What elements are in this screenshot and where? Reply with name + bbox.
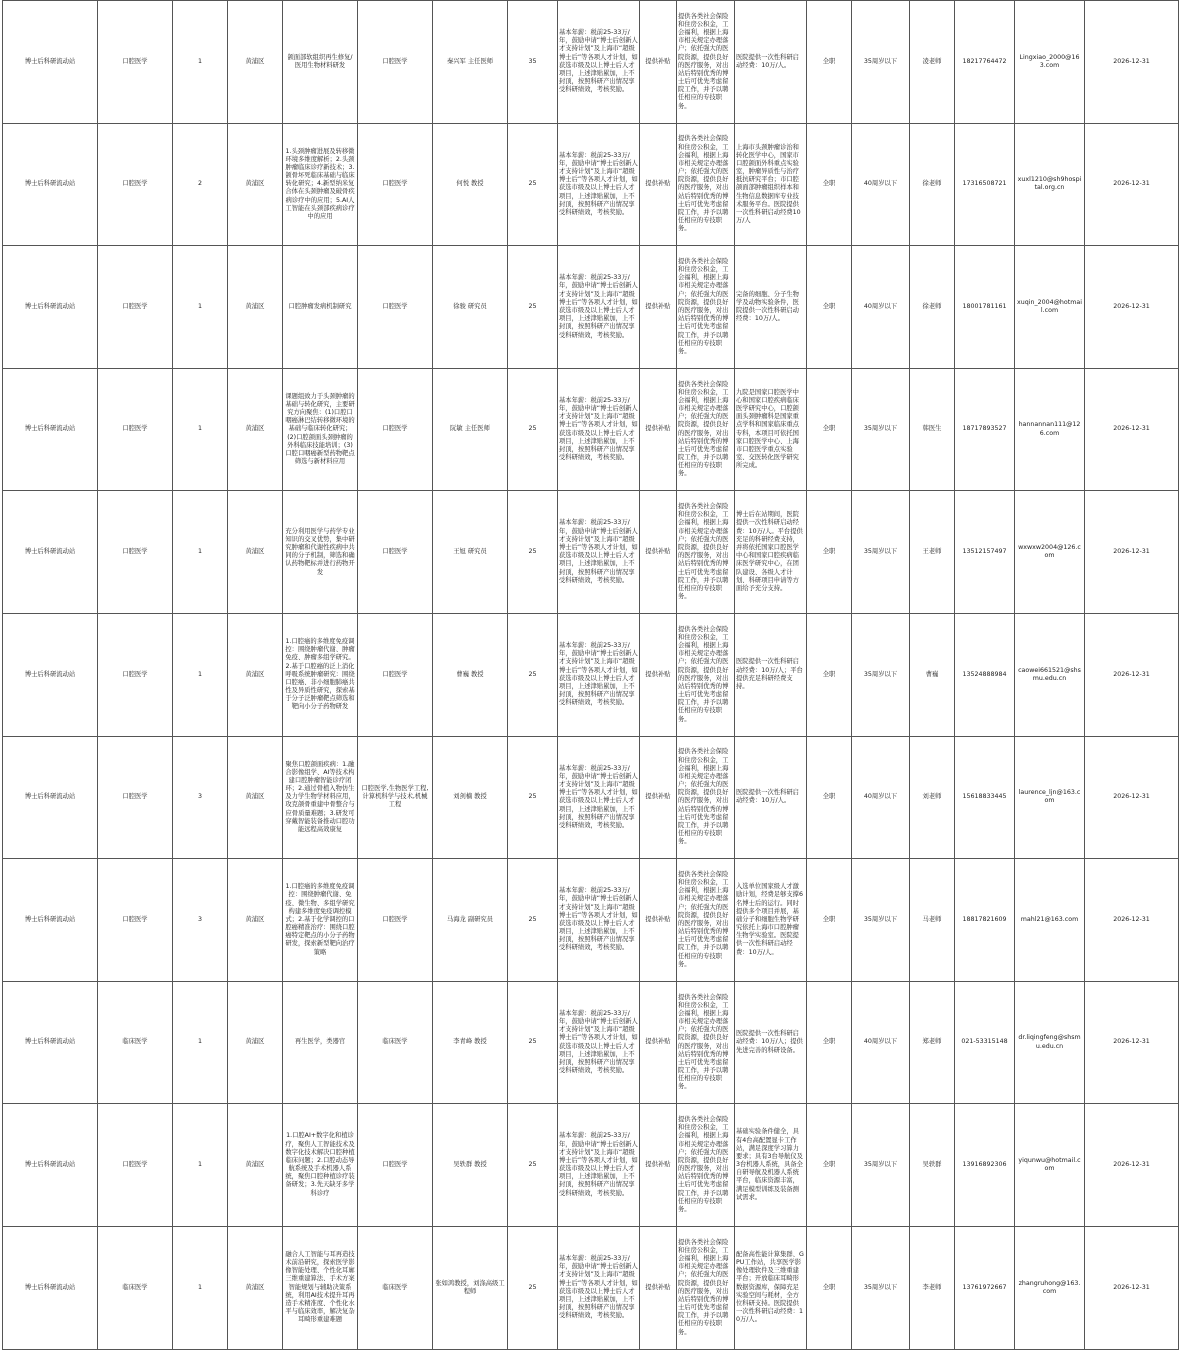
contact-person-cell: 徐老师 xyxy=(910,246,955,369)
count-cell: 1 xyxy=(173,1104,228,1227)
benefits-cell: 提供各类社会保险和住房公积金，工会福利，根据上海市相关规定办理落户；依托强大的医院资源，提供良好的医疗服务，对出站后特别优秀的博士后可优先考虑留院工作，并予以聘任相应的专技职务。 xyxy=(677,368,735,491)
supervisor-cell: 秦兴军 主任医师 xyxy=(433,1,508,124)
salary-cell: 基本年薪：税前25-33万/年，鼓励申请“博士后创新人才支持计划”及上海市“超级博士后”等各项人才计划，如获选市级及以上博士后人才项目，上述津贴累加，上不封顶，按照科研产出情况享受科研绩效，考核奖励。 xyxy=(558,613,640,736)
contact-person-cell: 曹巍 xyxy=(910,613,955,736)
employment-type-cell: 全职 xyxy=(807,981,852,1104)
subsidy-cell: 提供补贴 xyxy=(640,123,677,246)
district-cell: 黄浦区 xyxy=(228,1104,283,1227)
station-cell: 博士后科研流动站 xyxy=(3,1104,98,1227)
count-cell: 1 xyxy=(173,1,228,124)
age-number-cell: 35 xyxy=(508,1,558,124)
contact-person-cell: 王老师 xyxy=(910,491,955,614)
salary-cell: 基本年薪：税前25-33万/年，鼓励申请“博士后创新人才支持计划”及上海市“超级博士后”等各项人才计划，如获选市级及以上博士后人才项目，上述津贴累加，上不封顶，按照科研产出情况享受科研绩效，考核奖励。 xyxy=(558,1,640,124)
phone-cell: 17316508721 xyxy=(955,123,1015,246)
age-number-cell: 25 xyxy=(508,246,558,369)
phone-cell: 18717893527 xyxy=(955,368,1015,491)
direction-cell: 口腔肿瘤发病机制研究 xyxy=(283,246,358,369)
count-cell: 3 xyxy=(173,859,228,982)
benefits-cell: 提供各类社会保险和住房公积金，工会福利，根据上海市相关规定办理落户；依托强大的医院资源，提供良好的医疗服务，对出站后特别优秀的博士后可优先考虑留院工作，并予以聘任相应的专技职务。 xyxy=(677,981,735,1104)
contact-person-cell: 凌老师 xyxy=(910,1,955,124)
research-support-cell: 医院提供一次性科研启动经费：10万/人。 xyxy=(735,736,807,859)
table-row xyxy=(3,123,1179,246)
email-cell[interactable]: zhangruhong@163.com xyxy=(1015,1226,1085,1349)
direction-cell: 1.口腔AI+数字化和植诊疗，聚焦人工智能技术及数字化技术解决口腔种植临床问题；2.口腔动态导航系统及手术机器人系统，聚焦口腔种植诊疗装备研发；3.先天缺牙多学科诊疗 xyxy=(283,1104,358,1227)
postdoc-position-table xyxy=(2,0,1179,1350)
discipline-cell: 口腔医学 xyxy=(98,368,173,491)
employment-type-cell: 全职 xyxy=(807,246,852,369)
table-row xyxy=(3,736,1179,859)
major-cell: 口腔医学 xyxy=(358,491,433,614)
discipline-cell: 口腔医学 xyxy=(98,1104,173,1227)
subsidy-cell: 提供补贴 xyxy=(640,981,677,1104)
age-number-cell: 25 xyxy=(508,736,558,859)
direction-cell: 再生医学，类器官 xyxy=(283,981,358,1104)
employment-type-cell: 全职 xyxy=(807,736,852,859)
salary-cell: 基本年薪：税前25-33万/年，鼓励申请“博士后创新人才支持计划”及上海市“超级博士后”等各项人才计划，如获选市级及以上博士后人才项目，上述津贴累加，上不封顶，按照科研产出情况享受科研绩效，考核奖励。 xyxy=(558,1226,640,1349)
deadline-cell: 2026-12-31 xyxy=(1085,981,1179,1104)
deadline-cell: 2026-12-31 xyxy=(1085,246,1179,369)
phone-cell: 18217764472 xyxy=(955,1,1015,124)
table-row xyxy=(3,613,1179,736)
major-cell: 口腔医学 xyxy=(358,1104,433,1227)
table-row xyxy=(3,1,1179,124)
research-support-cell: 医院提供一次性科研启动经费：10万/人；提供先进完善的科研设备。 xyxy=(735,981,807,1104)
deadline-cell: 2026-12-31 xyxy=(1085,1104,1179,1227)
supervisor-cell: 何悦 教授 xyxy=(433,123,508,246)
discipline-cell: 临床医学 xyxy=(98,981,173,1104)
major-cell: 口腔医学 xyxy=(358,368,433,491)
benefits-cell: 提供各类社会保险和住房公积金，工会福利，根据上海市相关规定办理落户；依托强大的医院资源，提供良好的医疗服务，对出站后特别优秀的博士后可优先考虑留院工作，并予以聘任相应的专技职务。 xyxy=(677,1226,735,1349)
age-limit-cell: 40周岁以下 xyxy=(852,981,910,1104)
discipline-cell: 口腔医学 xyxy=(98,613,173,736)
major-cell: 口腔医学,生物医学工程,计算机科学与技术,机械工程 xyxy=(358,736,433,859)
employment-type-cell: 全职 xyxy=(807,613,852,736)
salary-cell: 基本年薪：税前25-33万/年，鼓励申请“博士后创新人才支持计划”及上海市“超级博士后”等各项人才计划，如获选市级及以上博士后人才项目，上述津贴累加，上不封顶，按照科研产出情况享受科研绩效，考核奖励。 xyxy=(558,491,640,614)
district-cell: 黄浦区 xyxy=(228,1226,283,1349)
count-cell: 1 xyxy=(173,491,228,614)
subsidy-cell: 提供补贴 xyxy=(640,491,677,614)
contact-person-cell: 刘老师 xyxy=(910,736,955,859)
supervisor-cell: 徐骏 研究员 xyxy=(433,246,508,369)
employment-type-cell: 全职 xyxy=(807,859,852,982)
employment-type-cell: 全职 xyxy=(807,368,852,491)
district-cell: 黄浦区 xyxy=(228,613,283,736)
research-support-cell: 博士后在站期间，医院提供一次性科研启动经费：10万/人。平台提供充足的科研经费支持，并将依托国家口腔医学中心和国家口腔疾病临床医学研究中心，在团队建设、各级人才计划、科研项目申请等方面给予充分支持。 xyxy=(735,491,807,614)
major-cell: 口腔医学 xyxy=(358,1,433,124)
age-number-cell: 25 xyxy=(508,1104,558,1227)
phone-cell: 021-53315148 xyxy=(955,981,1015,1104)
table-row xyxy=(3,981,1179,1104)
direction-cell: 1.口腔癌的多维度免疫调控：围绕肿瘤代谢、免疫、微生物、多组学研究构建多维度免疫调控模式；2.基于化学调控的口腔癌精准治疗：围绕口腔癌特定靶点的小分子药物研发，探索新型靶向治疗策略 xyxy=(283,859,358,982)
table-row xyxy=(3,859,1179,982)
direction-cell: 聚焦口腔颌面疾病：1.融合影像组学、AI等技术构建口腔肿瘤智能诊疗闭环；2.通过骨植入物仿生及力学生物学材料应用，攻克颌骨重建中骨整合与应骨质量难题；3.研发可穿戴智能装备推动口腔功能远程高效康复 xyxy=(283,736,358,859)
benefits-cell: 提供各类社会保险和住房公积金，工会福利，根据上海市相关规定办理落户；依托强大的医院资源，提供良好的医疗服务，对出站后特别优秀的博士后可优先考虑留院工作，并予以聘任相应的专技职务。 xyxy=(677,859,735,982)
age-number-cell: 25 xyxy=(508,368,558,491)
research-support-cell: 配备高性能计算集群、GPU工作站，共享医学影像处理软件及三维重建平台；开放临床耳畸形数据资源库，保障充足实验空间与耗材，全方位科研支持。医院提供一次性科研启动经费：10万/人。 xyxy=(735,1226,807,1349)
contact-person-cell: 郑老师 xyxy=(910,981,955,1104)
deadline-cell: 2026-12-31 xyxy=(1085,123,1179,246)
count-cell: 3 xyxy=(173,736,228,859)
phone-cell: 13916892306 xyxy=(955,1104,1015,1227)
district-cell: 黄浦区 xyxy=(228,246,283,369)
major-cell: 口腔医学 xyxy=(358,859,433,982)
deadline-cell: 2026-12-31 xyxy=(1085,1226,1179,1349)
contact-person-cell: 吴轶群 xyxy=(910,1104,955,1227)
email-cell[interactable]: xuxl1210@sh9hospital.org.cn xyxy=(1015,123,1085,246)
contact-person-cell: 韩医生 xyxy=(910,368,955,491)
age-limit-cell: 35周岁以下 xyxy=(852,613,910,736)
station-cell: 博士后科研流动站 xyxy=(3,123,98,246)
age-limit-cell: 35周岁以下 xyxy=(852,491,910,614)
district-cell: 黄浦区 xyxy=(228,736,283,859)
major-cell: 口腔医学 xyxy=(358,613,433,736)
research-support-cell: 入选单位国家级人才激励计划，经费足够支撑6名博士后的运行。同时提供多个项目并展，基础分子和细胞生物学研究依托上海市口腔肿瘤生物学实验室。医院提供一次性科研启动经费：10万/人。 xyxy=(735,859,807,982)
supervisor-cell: 李青峰 教授 xyxy=(433,981,508,1104)
salary-cell: 基本年薪：税前25-33万/年，鼓励申请“博士后创新人才支持计划”及上海市“超级博士后”等各项人才计划，如获选市级及以上博士后人才项目，上述津贴累加，上不封顶，按照科研产出情况享受科研绩效，考核奖励。 xyxy=(558,123,640,246)
age-limit-cell: 35周岁以下 xyxy=(852,368,910,491)
deadline-cell: 2026-12-31 xyxy=(1085,859,1179,982)
major-cell: 口腔医学 xyxy=(358,246,433,369)
supervisor-cell: 吴轶群 教授 xyxy=(433,1104,508,1227)
subsidy-cell: 提供补贴 xyxy=(640,1104,677,1227)
district-cell: 黄浦区 xyxy=(228,1,283,124)
deadline-cell: 2026-12-31 xyxy=(1085,491,1179,614)
phone-cell: 15618833445 xyxy=(955,736,1015,859)
employment-type-cell: 全职 xyxy=(807,1,852,124)
research-support-cell: 医院提供一次性科研启动经费：10万/人；平台提供充足科研经费支持。 xyxy=(735,613,807,736)
count-cell: 1 xyxy=(173,981,228,1104)
benefits-cell: 提供各类社会保险和住房公积金，工会福利，根据上海市相关规定办理落户；依托强大的医院资源，提供良好的医疗服务，对出站后特别优秀的博士后可优先考虑留院工作，并予以聘任相应的专技职务。 xyxy=(677,736,735,859)
supervisor-cell: 曹巍 教授 xyxy=(433,613,508,736)
contact-person-cell: 李老师 xyxy=(910,1226,955,1349)
contact-person-cell: 徐老师 xyxy=(910,123,955,246)
direction-cell: 颌面部软组织再生修复/医用生物材料研发 xyxy=(283,1,358,124)
table-row xyxy=(3,491,1179,614)
email-cell[interactable]: laurence_ljn@163.com xyxy=(1015,736,1085,859)
salary-cell: 基本年薪：税前25-33万/年，鼓励申请“博士后创新人才支持计划”及上海市“超级博士后”等各项人才计划，如获选市级及以上博士后人才项目，上述津贴累加，上不封顶，按照科研产出情况享受科研绩效，考核奖励。 xyxy=(558,859,640,982)
phone-cell: 18001781161 xyxy=(955,246,1015,369)
age-number-cell: 25 xyxy=(508,491,558,614)
age-limit-cell: 35周岁以下 xyxy=(852,1226,910,1349)
research-support-cell: 完备的细胞、分子生物学及动物实验条件，医院提供一次性科研启动经费：10万/人。 xyxy=(735,246,807,369)
district-cell: 黄浦区 xyxy=(228,491,283,614)
deadline-cell: 2026-12-31 xyxy=(1085,613,1179,736)
phone-cell: 13761972667 xyxy=(955,1226,1015,1349)
count-cell: 1 xyxy=(173,1226,228,1349)
supervisor-cell: 王旭 研究员 xyxy=(433,491,508,614)
subsidy-cell: 提供补贴 xyxy=(640,368,677,491)
discipline-cell: 口腔医学 xyxy=(98,246,173,369)
employment-type-cell: 全职 xyxy=(807,123,852,246)
research-support-cell: 九院是国家口腔医学中心和国家口腔疾病临床医学研究中心，口腔颌面头颈肿瘤科是国家重点学科和国家临床重点专科，本项目可依托国家口腔医学中心、上海市口腔医学重点实验室、交医转化医学研究所完成。 xyxy=(735,368,807,491)
email-cell[interactable]: Lingxiao_2000@163.com xyxy=(1015,1,1085,124)
email-cell[interactable]: wxwxw2004@126.com xyxy=(1015,491,1085,614)
station-cell: 博士后科研流动站 xyxy=(3,368,98,491)
age-number-cell: 25 xyxy=(508,1226,558,1349)
deadline-cell: 2026-12-31 xyxy=(1085,368,1179,491)
benefits-cell: 提供各类社会保险和住房公积金，工会福利，根据上海市相关规定办理落户；依托强大的医院资源，提供良好的医疗服务，对出站后特别优秀的博士后可优先考虑留院工作，并予以聘任相应的专技职务。 xyxy=(677,123,735,246)
salary-cell: 基本年薪：税前25-33万/年，鼓励申请“博士后创新人才支持计划”及上海市“超级博士后”等各项人才计划，如获选市级及以上博士后人才项目，上述津贴累加，上不封顶，按照科研产出情况享受科研绩效，考核奖励。 xyxy=(558,1104,640,1227)
table-body xyxy=(3,1,1179,1350)
deadline-cell: 2026-12-31 xyxy=(1085,736,1179,859)
age-number-cell: 25 xyxy=(508,613,558,736)
table-row xyxy=(3,1104,1179,1227)
age-limit-cell: 40周岁以下 xyxy=(852,123,910,246)
count-cell: 1 xyxy=(173,368,228,491)
supervisor-cell: 张如鸿教授，刘涤高级工程师 xyxy=(433,1226,508,1349)
benefits-cell: 提供各类社会保险和住房公积金，工会福利，根据上海市相关规定办理落户；依托强大的医院资源，提供良好的医疗服务，对出站后特别优秀的博士后可优先考虑留院工作，并予以聘任相应的专技职务。 xyxy=(677,246,735,369)
deadline-cell: 2026-12-31 xyxy=(1085,1,1179,124)
benefits-cell: 提供各类社会保险和住房公积金，工会福利，根据上海市相关规定办理落户；依托强大的医院资源，提供良好的医疗服务，对出站后特别优秀的博士后可优先考虑留院工作，并予以聘任相应的专技职务。 xyxy=(677,613,735,736)
salary-cell: 基本年薪：税前25-33万/年，鼓励申请“博士后创新人才支持计划”及上海市“超级博士后”等各项人才计划，如获选市级及以上博士后人才项目，上述津贴累加，上不封顶，按照科研产出情况享受科研绩效，考核奖励。 xyxy=(558,246,640,369)
table-row xyxy=(3,246,1179,369)
subsidy-cell: 提供补贴 xyxy=(640,613,677,736)
discipline-cell: 口腔医学 xyxy=(98,491,173,614)
district-cell: 黄浦区 xyxy=(228,368,283,491)
age-number-cell: 25 xyxy=(508,981,558,1104)
station-cell: 博士后科研流动站 xyxy=(3,491,98,614)
discipline-cell: 口腔医学 xyxy=(98,123,173,246)
station-cell: 博士后科研流动站 xyxy=(3,1226,98,1349)
discipline-cell: 口腔医学 xyxy=(98,736,173,859)
research-support-cell: 医院提供一次性科研启动经费：10万/人。 xyxy=(735,1,807,124)
email-cell[interactable]: mahl21@163.com xyxy=(1015,859,1085,982)
direction-cell: 充分利用医学与药学专业知识的交叉优势，集中研究肿瘤和代谢性疾病中共同的分子机制，筛选和确认药物靶标并进行药物开发 xyxy=(283,491,358,614)
station-cell: 博士后科研流动站 xyxy=(3,246,98,369)
count-cell: 1 xyxy=(173,613,228,736)
contact-person-cell: 马老师 xyxy=(910,859,955,982)
station-cell: 博士后科研流动站 xyxy=(3,736,98,859)
table-row xyxy=(3,1226,1179,1349)
major-cell: 口腔医学 xyxy=(358,123,433,246)
benefits-cell: 提供各类社会保险和住房公积金，工会福利，根据上海市相关规定办理落户；依托强大的医院资源，提供良好的医疗服务，对出站后特别优秀的博士后可优先考虑留院工作，并予以聘任相应的专技职务。 xyxy=(677,491,735,614)
research-support-cell: 基础实验条件健全，具有4台高配置显卡工作站，满足深度学习算力要求；具有3台导航仪及3台机器人系统，具备全自研导航及机器人系统平台，临床资源丰富，满足模型训练及装备测试需求。 xyxy=(735,1104,807,1227)
subsidy-cell: 提供补贴 xyxy=(640,859,677,982)
district-cell: 黄浦区 xyxy=(228,859,283,982)
salary-cell: 基本年薪：税前25-33万/年，鼓励申请“博士后创新人才支持计划”及上海市“超级博士后”等各项人才计划，如获选市级及以上博士后人才项目，上述津贴累加，上不封顶，按照科研产出情况享受科研绩效，考核奖励。 xyxy=(558,736,640,859)
phone-cell: 13512157497 xyxy=(955,491,1015,614)
count-cell: 2 xyxy=(173,123,228,246)
count-cell: 1 xyxy=(173,246,228,369)
direction-cell: 融合人工智能与耳再造技术前沿研究，探索医学影像智能处理、个性化耳廓三维重建算法、手术方案智能规划与辅助决策系统，利用AI技术提升耳再造手术精准度、个性化水平与临床效率，解决复杂耳畸形重建难题 xyxy=(283,1226,358,1349)
discipline-cell: 临床医学 xyxy=(98,1226,173,1349)
table-row xyxy=(3,368,1179,491)
salary-cell: 基本年薪：税前25-33万/年，鼓励申请“博士后创新人才支持计划”及上海市“超级博士后”等各项人才计划，如获选市级及以上博士后人才项目，上述津贴累加，上不封顶，按照科研产出情况享受科研绩效，考核奖励。 xyxy=(558,981,640,1104)
age-number-cell: 25 xyxy=(508,123,558,246)
salary-cell: 基本年薪：税前25-33万/年，鼓励申请“博士后创新人才支持计划”及上海市“超级博士后”等各项人才计划，如获选市级及以上博士后人才项目，上述津贴累加，上不封顶，按照科研产出情况享受科研绩效，考核奖励。 xyxy=(558,368,640,491)
subsidy-cell: 提供补贴 xyxy=(640,246,677,369)
employment-type-cell: 全职 xyxy=(807,1104,852,1227)
research-support-cell: 上海市头颈肿瘤诊治和转化医学中心，国家市口腔颌面外科重点实验室，肿瘤异质性与治疗抵抗研究平台；市口腔颌面部肿瘤组织样本和生物信息数据库专业技术服务平台。医院提供一次性科研启动经费10万/人 xyxy=(735,123,807,246)
age-number-cell: 25 xyxy=(508,859,558,982)
benefits-cell: 提供各类社会保险和住房公积金，工会福利，根据上海市相关规定办理落户；依托强大的医院资源，提供良好的医疗服务，对出站后特别优秀的博士后可优先考虑留院工作，并予以聘任相应的专技职务。 xyxy=(677,1,735,124)
major-cell: 临床医学 xyxy=(358,981,433,1104)
discipline-cell: 口腔医学 xyxy=(98,859,173,982)
email-cell[interactable]: xuqin_2004@hotmail.com xyxy=(1015,246,1085,369)
discipline-cell: 口腔医学 xyxy=(98,1,173,124)
email-cell[interactable]: yiqunwu@hotmail.com xyxy=(1015,1104,1085,1227)
age-limit-cell: 35周岁以下 xyxy=(852,859,910,982)
direction-cell: 课题组致力于头颈肿瘤的基础与转化研究，主要研究方向聚焦：(1)口腔口咽癌淋巴结转移微环境的基础与临床转化研究；(2)口腔颌面头颈肿瘤的外科临床技能培训；(3)口腔口咽癌新型药物靶点筛选与新材料应用 xyxy=(283,368,358,491)
station-cell: 博士后科研流动站 xyxy=(3,981,98,1104)
email-cell[interactable]: dr.liqingfeng@shsmu.edu.cn xyxy=(1015,981,1085,1104)
age-limit-cell: 40周岁以下 xyxy=(852,246,910,369)
district-cell: 黄浦区 xyxy=(228,123,283,246)
station-cell: 博士后科研流动站 xyxy=(3,859,98,982)
station-cell: 博士后科研流动站 xyxy=(3,1,98,124)
supervisor-cell: 阮敏 主任医师 xyxy=(433,368,508,491)
age-limit-cell: 35周岁以下 xyxy=(852,1,910,124)
employment-type-cell: 全职 xyxy=(807,1226,852,1349)
direction-cell: 1.头颈肿瘤进展及转移微环境多维度解析；2.头颈肿瘤临床诊疗新技术；3.颌骨坏死临床基础与临床转化研究；4.新型纳米复合体在头颈肿瘤及破骨疾病诊疗中的应用；5.AI人工智能在头颈部疾病诊疗中的应用 xyxy=(283,123,358,246)
subsidy-cell: 提供补贴 xyxy=(640,736,677,859)
employment-type-cell: 全职 xyxy=(807,491,852,614)
station-cell: 博士后科研流动站 xyxy=(3,613,98,736)
benefits-cell: 提供各类社会保险和住房公积金，工会福利，根据上海市相关规定办理落户；依托强大的医院资源，提供良好的医疗服务，对出站后特别优秀的博士后可优先考虑留院工作，并予以聘任相应的专技职务。 xyxy=(677,1104,735,1227)
age-limit-cell: 35周岁以下 xyxy=(852,1104,910,1227)
subsidy-cell: 提供补贴 xyxy=(640,1,677,124)
subsidy-cell: 提供补贴 xyxy=(640,1226,677,1349)
major-cell: 临床医学 xyxy=(358,1226,433,1349)
email-cell[interactable]: caowei661521@shsmu.edu.cn xyxy=(1015,613,1085,736)
supervisor-cell: 刘剑楠 教授 xyxy=(433,736,508,859)
district-cell: 黄浦区 xyxy=(228,981,283,1104)
phone-cell: 13524888984 xyxy=(955,613,1015,736)
email-cell[interactable]: hannannan111@126.com xyxy=(1015,368,1085,491)
supervisor-cell: 马海龙 副研究员 xyxy=(433,859,508,982)
direction-cell: 1.口腔癌的多维度免疫调控：围绕肿瘤代谢、肿瘤免疫、肿瘤多组学研究。2.基于口腔癌的泛上消化呼吸系统肿瘤研究：围绕口腔癌、非小细胞肺癌共性及异质性研究，探索基于分子泛肿瘤靶点筛选和靶向小分子药物研发 xyxy=(283,613,358,736)
phone-cell: 18817821609 xyxy=(955,859,1015,982)
age-limit-cell: 40周岁以下 xyxy=(852,736,910,859)
